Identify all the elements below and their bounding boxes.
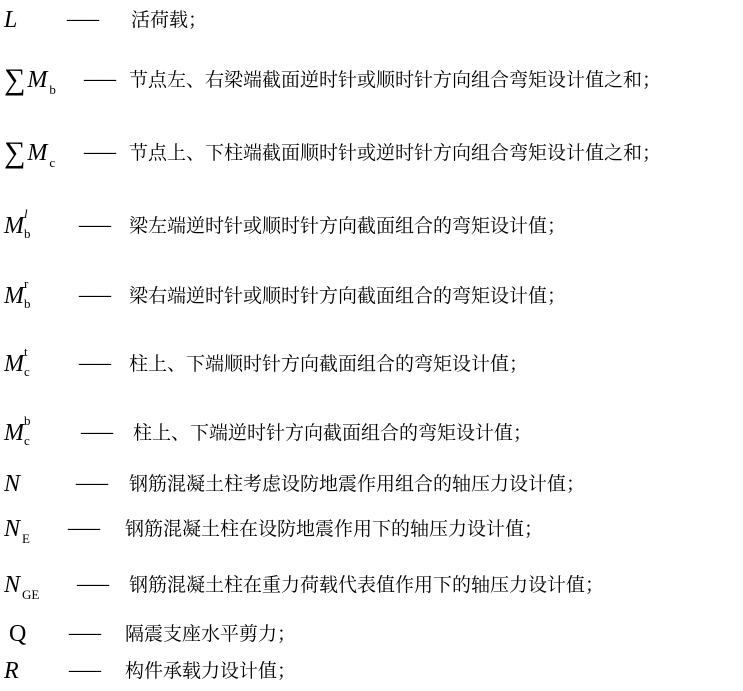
description: 梁左端逆时针或顺时针方向截面组合的弯矩设计值； (129, 215, 567, 237)
sigma-symbol: ∑ (4, 136, 26, 169)
symbol: M l b (4, 206, 31, 241)
definition-row-M-l-b (0, 206, 743, 246)
symbol: L (4, 7, 18, 33)
dash: —— (68, 660, 100, 681)
symbol: M t c (4, 344, 30, 379)
definition-row-Q (0, 614, 743, 654)
symbol: M r b (4, 276, 31, 311)
dash: —— (80, 422, 112, 443)
symbol: N $_{GE}$ (4, 572, 40, 602)
dash: —— (78, 353, 110, 374)
description: 活荷载； (131, 9, 208, 31)
symbol: Q (9, 621, 27, 647)
dash: —— (76, 574, 108, 595)
description: 梁右端逆时针或顺时针方向截面组合的弯矩设计值； (129, 285, 567, 307)
dash: —— (83, 142, 115, 163)
dash: —— (68, 623, 100, 644)
definition-row-N-GE (0, 565, 743, 605)
dash: —— (78, 215, 110, 236)
symbol: ∑M $_c$ (4, 136, 56, 170)
description: 钢筋混凝土柱在重力荷载代表值作用下的轴压力设计值； (129, 574, 605, 596)
symbol: R (4, 658, 19, 684)
symbol: N (4, 471, 21, 497)
definition-row-sum-Mc (0, 133, 743, 173)
dash: —— (75, 473, 107, 494)
definition-row-M-b-c (0, 413, 743, 453)
dash: —— (66, 9, 98, 30)
description: 节点左、右梁端截面逆时针或顺时针方向组合弯矩设计值之和； (129, 69, 662, 91)
definition-row-sum-Mb (0, 60, 743, 100)
description: 节点上、下柱端截面顺时针或逆时针方向组合弯矩设计值之和； (129, 142, 662, 164)
definition-row-N-E (0, 509, 743, 549)
definition-row-N (0, 464, 743, 504)
description: 构件承载力设计值； (125, 660, 297, 682)
definition-row-M-r-b (0, 276, 743, 316)
dash: —— (78, 285, 110, 306)
dash: —— (83, 69, 115, 90)
description: 柱上、下端逆时针方向截面组合的弯矩设计值； (133, 422, 533, 444)
symbol: M b c (4, 413, 31, 448)
symbol: ∑M $_b$ (4, 63, 56, 97)
definition-row-M-t-c (0, 344, 743, 384)
description: 隔震支座水平剪力； (125, 623, 297, 645)
definition-row-L (0, 0, 743, 40)
symbol: N $_E$ (4, 516, 30, 546)
sigma-symbol: ∑ (4, 63, 26, 96)
dash: —— (67, 518, 99, 539)
description: 钢筋混凝土柱考虑设防地震作用组合的轴压力设计值； (129, 473, 586, 495)
definition-row-R (0, 651, 743, 691)
description: 钢筋混凝土柱在设防地震作用下的轴压力设计值； (125, 518, 544, 540)
description: 柱上、下端顺时针方向截面组合的弯矩设计值； (129, 353, 529, 375)
